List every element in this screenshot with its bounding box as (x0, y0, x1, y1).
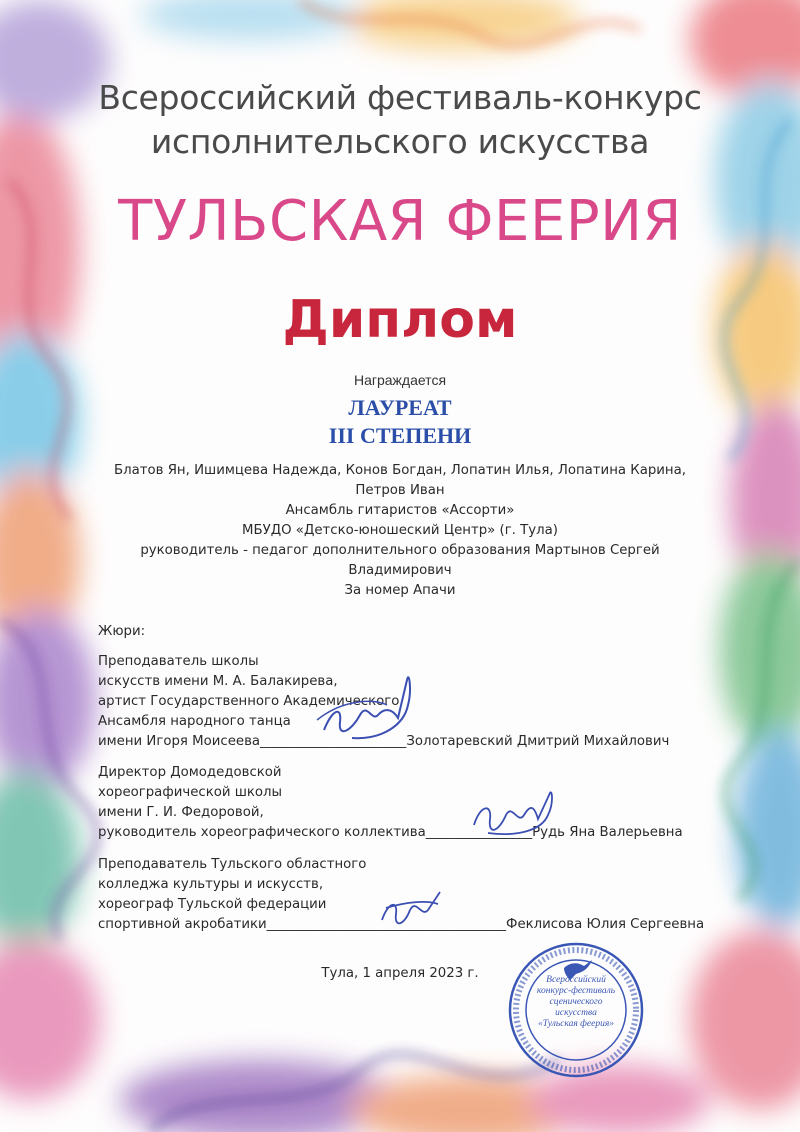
awarded-label: Награждается (353, 372, 447, 388)
jury-1-line-1: Преподаватель школы (98, 654, 259, 669)
recipient-ensemble: Ансамбль гитаристов «Ассорти» (285, 503, 515, 518)
stamp-text (506, 975, 646, 1030)
festival-name: ТУЛЬСКАЯ ФЕЕРИЯ (118, 189, 682, 254)
jury-1-line-2: искусств имени М. А. Балакирева, (98, 674, 338, 689)
award-title-line-2: III СТЕПЕНИ (328, 423, 472, 448)
document-title: Диплом (282, 290, 518, 350)
jury-3-line-2: колледжа культуры и искусств, (98, 877, 324, 892)
header-line-2: исполнительского искусства (150, 122, 650, 161)
stamp-text-line-5: «Тульская феерия» (537, 1019, 615, 1029)
recipient-leader-line-2: Владимирович (348, 563, 452, 578)
stamp-text-line-4: искусства (555, 1008, 597, 1018)
header-line-1: Всероссийский фестиваль-конкурс (98, 78, 702, 117)
jury-1-line-4: Ансамбля народного танца (98, 714, 291, 729)
jury-1-line-3: артист Государственного Академического (98, 694, 400, 709)
signature-2-icon (468, 785, 558, 845)
signature-3-icon (376, 884, 446, 934)
award-title-line-1: ЛАУРЕАТ (348, 395, 452, 420)
recipient-institution: МБУДО «Детско-юношеский Центр» (г. Тула) (242, 523, 558, 538)
jury-3-signature-line: спортивной акробатики____________________________________Феклисова Юлия Сергеевна (98, 917, 705, 932)
recipient-names-line-2: Петров Иван (355, 483, 445, 498)
jury-3-line-1: Преподаватель Тульского областного (98, 857, 367, 872)
jury-1-signature-line: имени Игоря Моисеева______________________Золотаревский Дмитрий Михайлович (98, 734, 670, 749)
signature-1-icon (312, 660, 422, 750)
recipient-names-line-1: Блатов Ян, Ишимцева Надежда, Конов Богдан, Лопатин Илья, Лопатина Карина, (113, 463, 686, 478)
stamp-text-line-1: Всероссийский (546, 975, 606, 985)
jury-2-line-1: Директор Домодедовской (98, 765, 282, 780)
stamp-text-line-3: сценического (549, 997, 603, 1007)
jury-2-signature-line: руководитель хореографического коллектива________________Рудь Яна Валерьевна (98, 825, 683, 840)
jury-2-line-2: хореографической школы (98, 785, 283, 800)
date-place: Тула, 1 апреля 2023 г. (321, 966, 479, 981)
jury-label: Жюри: (98, 624, 146, 639)
jury-3-line-3: хореограф Тульской федерации (98, 897, 327, 912)
stamp-text-line-2: конкурс-фестиваль (536, 986, 616, 996)
recipient-performance: За номер Апачи (344, 583, 456, 598)
jury-2-line-3: имени Г. И. Федоровой, (98, 805, 264, 820)
recipient-leader-line-1: руководитель - педагог дополнительного образования Мартынов Сергей (140, 543, 660, 558)
